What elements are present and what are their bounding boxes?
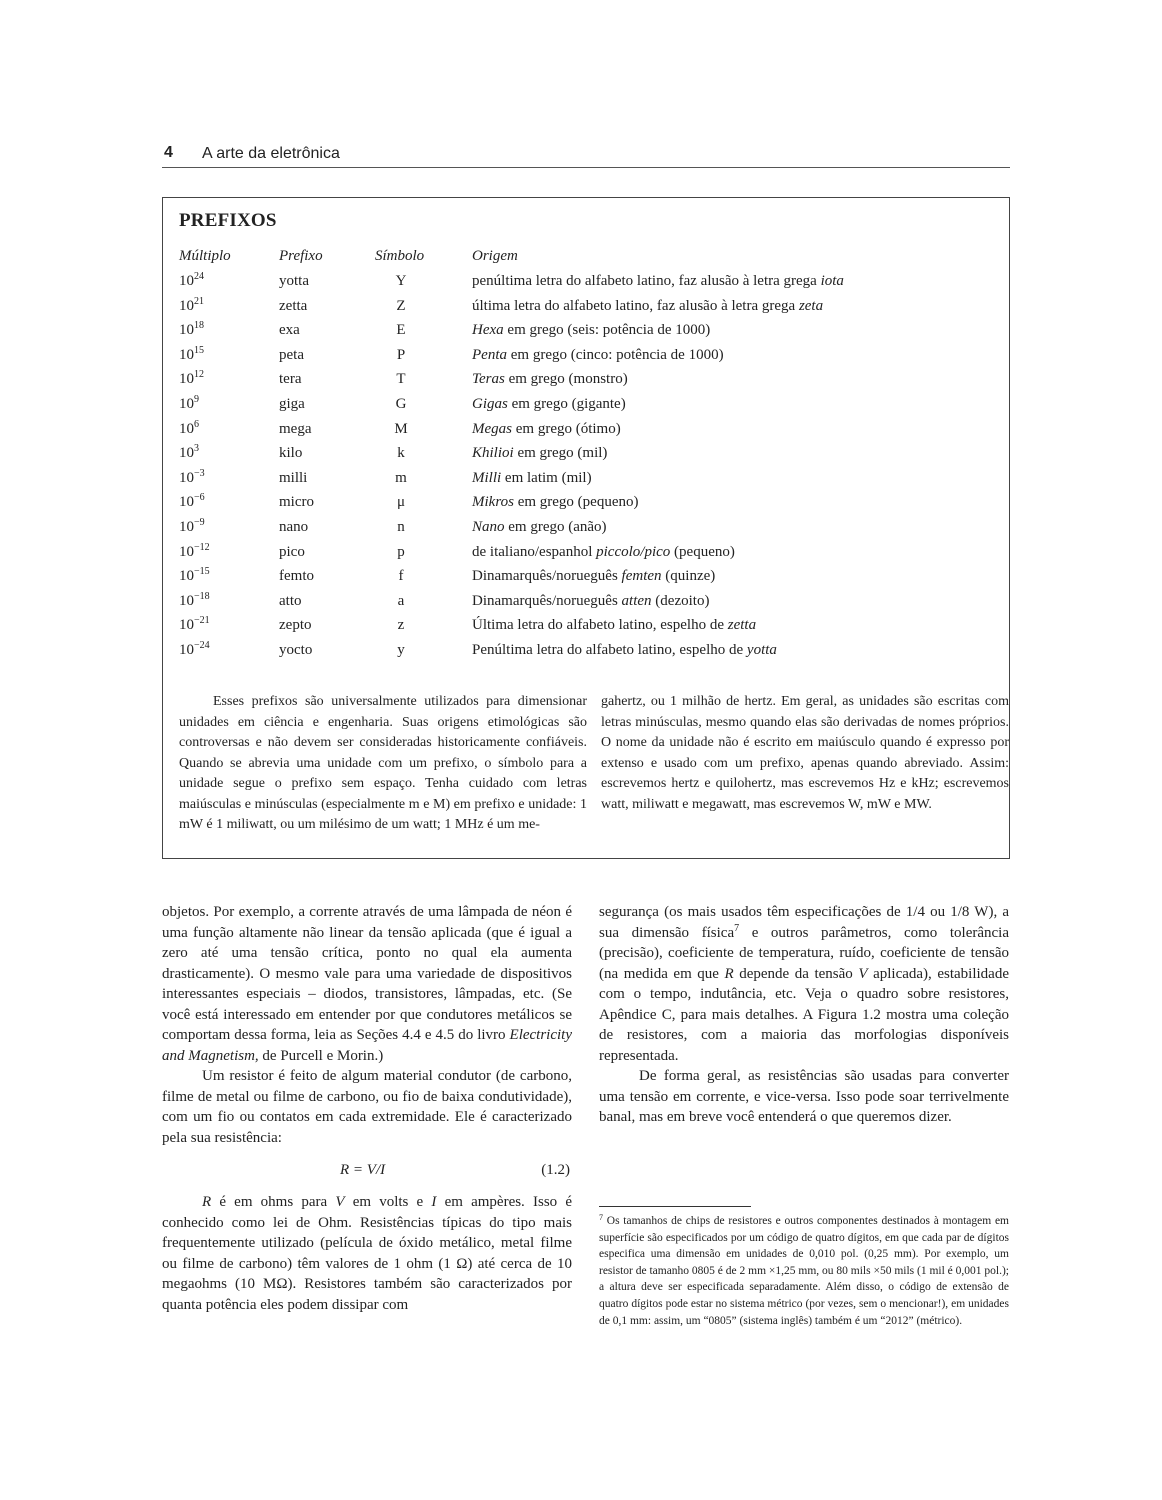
symbol-cell: T — [396, 371, 406, 388]
origin-cell: última letra do alfabeto latino, faz alusão à letra grega zeta — [472, 297, 824, 314]
origin-cell: Hexa em grego (seis: potência de 1000) — [472, 322, 711, 339]
multiple-cell: $10^{-12}$ — [179, 541, 210, 560]
prefix-cell: giga — [279, 396, 305, 412]
left-column — [162, 902, 572, 1315]
origin-cell: Nano em grego (anão) — [472, 519, 607, 535]
col-header-symbol: Símbolo — [375, 248, 425, 264]
multiple-cell: $10^{15}$ — [179, 344, 204, 363]
origin-cell: Khilioi em grego (mil) — [472, 445, 608, 462]
table-row — [179, 617, 999, 641]
table-row — [179, 590, 999, 617]
origin-cell: Penta em grego (cinco: potência de 1000) — [472, 346, 724, 363]
footnote-text: Os tamanhos de chips de resistores e outros componentes destinados à montagem em superfície são especificados por um código de quatro dígitos, em que cada par de dígitos especifica uma dimensão em unidades de 0,010 pol. (0,25 mm). Por exemplo, um resistor de tamanho 0805 é de 2 mm ×1,25 mm, ou 80 mils ×50 mils (1 mil é 0,001 pol.); a altura deve ser especificada separadamente. Além disso, o código de extensão de quatro dígitos pode estar no sistema métrico (por vezes, sem o mencionar!), em unidades de 0,1 mm: assim, um “0805” (sistema inglês) também é um “2012” (métrico). — [599, 1215, 1010, 1327]
table-header — [179, 248, 999, 272]
symbol-cell: Y — [395, 273, 407, 289]
prefix-cell: mega — [279, 420, 312, 437]
table-row — [179, 541, 999, 568]
multiple-cell: $10^{-9}$ — [179, 517, 205, 535]
table-row — [179, 445, 999, 469]
symbol-cell: p — [397, 543, 405, 560]
box-title: PREFIXOS — [179, 210, 277, 231]
box-text-right: gahertz, ou 1 milhão de hertz. Em geral, as unidades são escritas com letras minúsculas, mesmo quando elas são derivadas de nomes próprios. O nome da unidade não é escrito em maiúsculo quando é expresso por extenso e usado com um prefixo, apenas quando abreviado. Assim: escrevemos hertz e quilohertz, mas escrevemos Hz e kHz; escrevemos watt, miliwatt e megawatt, mas escrevemos W, mW e MW. — [601, 694, 1009, 812]
symbol-cell: z — [397, 617, 405, 634]
multiple-cell: $10^{18}$ — [179, 320, 204, 339]
equation-ohms-law — [162, 1148, 572, 1192]
multiple-cell: $10^{12}$ — [179, 369, 204, 388]
prefix-cell: atto — [279, 592, 302, 609]
table-row — [179, 418, 999, 445]
symbol-cell: n — [397, 519, 405, 535]
table-row — [179, 467, 999, 494]
table-row — [179, 568, 999, 592]
prefix-cell: zetta — [279, 297, 308, 314]
prefix-cell: tera — [279, 371, 302, 388]
footnote-ref[interactable]: 7 — [734, 922, 740, 934]
book-title: A arte da eletrônica — [202, 145, 340, 162]
origin-cell: penúltima letra do alfabeto latino, faz alusão à letra grega iota — [472, 273, 844, 289]
equation-text: R = V/I — [340, 1162, 386, 1178]
table-row — [179, 344, 999, 371]
multiple-cell: $10^{-6}$ — [179, 492, 205, 511]
symbol-cell: M — [394, 420, 408, 437]
prefix-cell: yocto — [279, 642, 313, 658]
table-row — [179, 519, 999, 543]
running-header — [162, 144, 1010, 168]
table-row — [179, 322, 999, 346]
table-row — [179, 396, 999, 420]
prefix-cell: femto — [279, 568, 314, 585]
footnote-divider — [599, 1206, 751, 1207]
table-row — [179, 642, 999, 666]
multiple-cell: $10^3$ — [179, 443, 199, 462]
table-row — [179, 273, 999, 297]
multiple-cell: $10^{-15}$ — [179, 566, 210, 585]
symbol-cell: k — [397, 445, 405, 462]
origin-cell: Dinamarquês/norueguês atten (dezoito) — [472, 592, 710, 609]
symbol-cell: Z — [396, 297, 406, 314]
paragraph: R é em ohms para V em volts e I em ampères. Isso é conhecido como lei de Ohm. Resistências típicas do tipo mais frequentemente utilizado (película de óxido metálico, metal filme ou filme de carbono) têm valores de 1 ohm (1 Ω) até cerca de 10 megaohms (10 MΩ). Resistores também são caracterizados por quanta potência eles podem dissipar com — [162, 1194, 572, 1313]
origin-cell: Gigas em grego (gigante) — [472, 396, 626, 412]
origin-cell: Penúltima letra do alfabeto latino, espelho de yotta — [472, 642, 777, 658]
table-row — [179, 295, 999, 322]
table-row — [179, 371, 999, 395]
paragraph: segurança (os mais usados têm especificações de 1/4 ou 1/8 W), a sua dimensão física$^7$ e outros parâmetros, como tolerância (precisão), coeficiente de temperatura, ruído, coeficiente de tensão (na medida em que R depende da tensão V aplicada), estabilidade com o tempo, indutância, etc. Veja o quadro sobre resistores, Apêndice C, para mais detalhes. A Figura 1.2 mostra uma coleção de resistores, com a maioria das morfologias disponíveis representada. — [599, 904, 1010, 1064]
origin-cell: Última letra do alfabeto latino, espelho de zetta — [472, 617, 757, 634]
multiple-cell: $10^{21}$ — [179, 295, 204, 314]
prefix-cell: yotta — [279, 273, 309, 289]
multiple-cell: $10^{24}$ — [179, 271, 204, 289]
origin-cell: Teras em grego (monstro) — [472, 371, 628, 388]
prefix-cell: milli — [279, 469, 308, 486]
page-number: 4 — [164, 144, 173, 161]
symbol-cell: m — [395, 469, 407, 486]
equation-number: (1.2) — [541, 1162, 570, 1178]
multiple-cell: $10^9$ — [179, 394, 199, 412]
prefix-cell: pico — [279, 543, 305, 560]
symbol-cell: y — [397, 642, 405, 658]
paragraph: Um resistor é feito de algum material condutor (de carbono, filme de metal ou filme de carbono, ou fio de baixa condutividade), com um fio ou contatos em cada extremidade. Ele é caracterizado pela sua resistência: — [162, 1068, 572, 1146]
col-header-origin: Origem — [472, 248, 518, 264]
multiple-cell: $10^{-21}$ — [179, 615, 210, 634]
symbol-cell: μ — [396, 494, 406, 511]
footnote-number: 7 — [599, 1213, 603, 1222]
footnote — [599, 1213, 1009, 1329]
multiple-cell: $10^{-3}$ — [179, 467, 205, 486]
prefix-cell: exa — [279, 322, 300, 339]
origin-cell: Mikros em grego (pequeno) — [472, 494, 639, 511]
symbol-cell: G — [395, 396, 407, 412]
prefixes-box — [162, 197, 1010, 859]
origin-cell: Megas em grego (ótimo) — [472, 420, 621, 437]
prefix-cell: peta — [279, 346, 304, 363]
symbol-cell: a — [397, 592, 405, 609]
prefix-cell: kilo — [279, 445, 303, 462]
symbol-cell: f — [398, 568, 404, 585]
col-header-prefix: Prefixo — [279, 248, 323, 264]
box-text-left: Esses prefixos são universalmente utilizados para dimensionar unidades em ciência e engenharia. Suas origens etimológicas são controversas e não devem ser consideradas historicamente confiáveis. Quando se abrevia uma unidade com um prefixo, o símbolo para a unidade segue o prefixo sem espaço. Tenha cuidado com letras maiúsculas e minúsculas (especialmente m e M) em prefixo e unidade: 1 mW é 1 miliwatt, ou um milésimo de um watt; 1 MHz é um me- — [179, 694, 587, 832]
symbol-cell: E — [396, 322, 406, 339]
prefix-cell: micro — [279, 494, 314, 511]
table-row — [179, 494, 999, 518]
multiple-cell: $10^{-24}$ — [179, 640, 210, 658]
paragraph: objetos. Por exemplo, a corrente através de uma lâmpada de néon é uma função altamente não linear da tensão aplicada (que é igual a zero até uma tensão crítica, ponto no qual ela aumenta drasticamente). O mesmo vale para uma variedade de dispositivos interessantes especiais – diodos, transistores, lâmpadas, etc. (Se você está interessado em entender por que condutores metálicos se comportam dessa forma, leia as Seções 4.4 e 4.5 do livro Electricity and Magnetism, de Purcell e Morin.) — [162, 904, 572, 1064]
symbol-cell: P — [396, 346, 406, 363]
right-column — [599, 902, 1009, 1128]
origin-cell: de italiano/espanhol piccolo/pico (pequeno) — [472, 543, 735, 560]
prefix-cell: zepto — [279, 617, 312, 634]
origin-cell: Dinamarquês/norueguês femten (quinze) — [472, 568, 716, 585]
prefix-cell: nano — [279, 519, 309, 535]
origin-cell: Milli em latim (mil) — [472, 469, 592, 486]
multiple-cell: $10^6$ — [179, 418, 199, 437]
multiple-cell: $10^{-18}$ — [179, 590, 210, 609]
paragraph: De forma geral, as resistências são usadas para converter uma tensão em corrente, e vice-versa. Isso pode soar terrivelmente banal, mas em breve você entenderá o que queremos dizer. — [599, 1068, 1009, 1125]
col-header-multiple: Múltiplo — [179, 248, 231, 264]
